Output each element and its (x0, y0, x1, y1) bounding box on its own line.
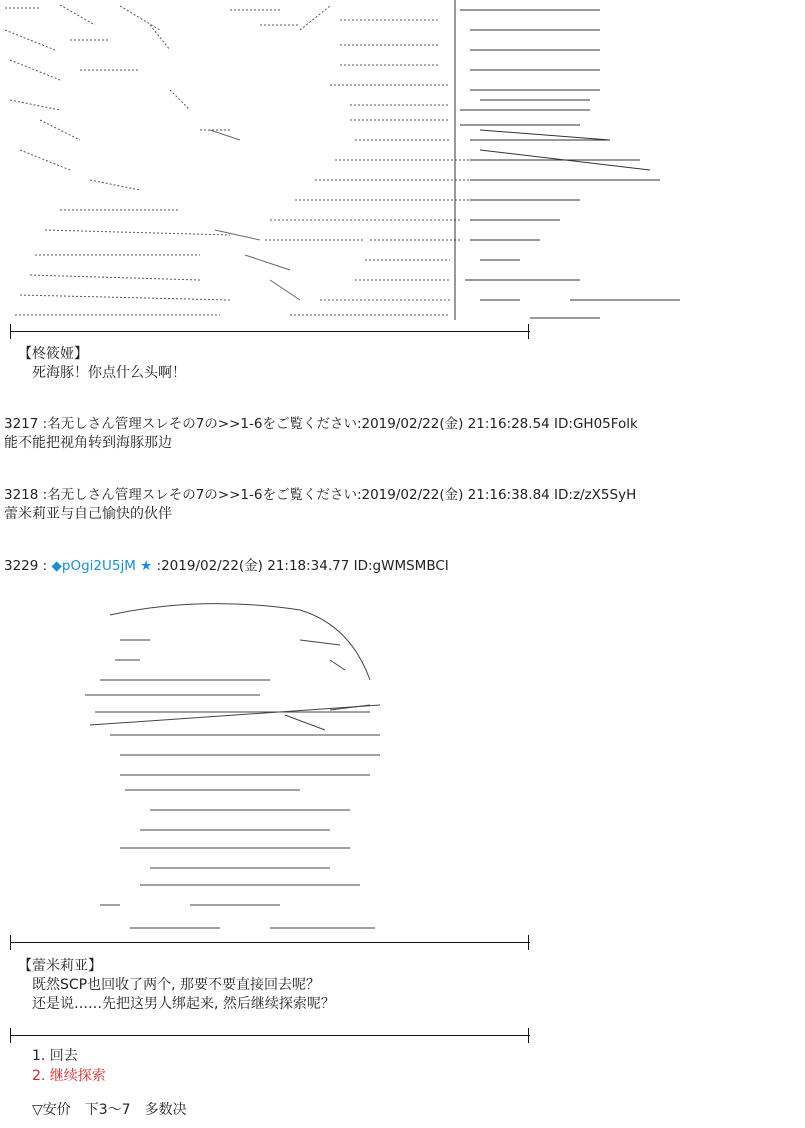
panel-rule-middle-left-tick (10, 935, 11, 950)
post-header-3217: 3217 :名无しさん管理スレその7の>>1-6をご覧ください:2019/02/22(金) 21:16:28.54 ID:GH05Folk (4, 416, 638, 432)
panel-rule-middle (10, 942, 530, 943)
dialogue-line-1: 死海豚！你点什么头啊！ (32, 365, 186, 381)
panel-rule-bottom-left-tick (10, 1028, 11, 1043)
panel-rule-middle-right-tick (528, 935, 529, 950)
panel-rule-bottom (10, 1035, 530, 1036)
speaker-label-2: 【蕾米莉亚】 (18, 958, 102, 974)
choice-1: 1. 回去 (32, 1048, 78, 1064)
trip-code[interactable]: ◆pOgi2U5jM ★ (51, 558, 153, 574)
post-timestamp-id: :2019/02/22(金) 21:18:34.77 ID:gWMSMBCI (156, 558, 449, 574)
choice-2-selected: 2. 继续探索 (32, 1068, 106, 1084)
dialogue-line-2a: 既然SCP也回收了两个, 那要不要直接回去呢？ (32, 977, 321, 993)
dialogue-line-2b: 还是说……先把这男人绑起来, 然后继续探索呢？ (32, 996, 335, 1012)
speaker-label-1: 【柊筱娅】 (18, 346, 88, 362)
vote-instruction: ▽安价 下3～7 多数决 (32, 1102, 187, 1118)
post-number: 3229 : (4, 558, 48, 574)
post-header-3218: 3218 :名无しさん管理スレその7の>>1-6をご覧ください:2019/02/22(金) 21:16:38.84 ID:z/zX5SyH (4, 487, 637, 503)
post-body-3218: 蕾米莉亚与自己愉快的伙伴 (4, 506, 172, 522)
panel-rule-bottom-right-tick (528, 1028, 529, 1043)
post-body-3217: 能不能把视角转到海豚那边 (4, 435, 172, 451)
